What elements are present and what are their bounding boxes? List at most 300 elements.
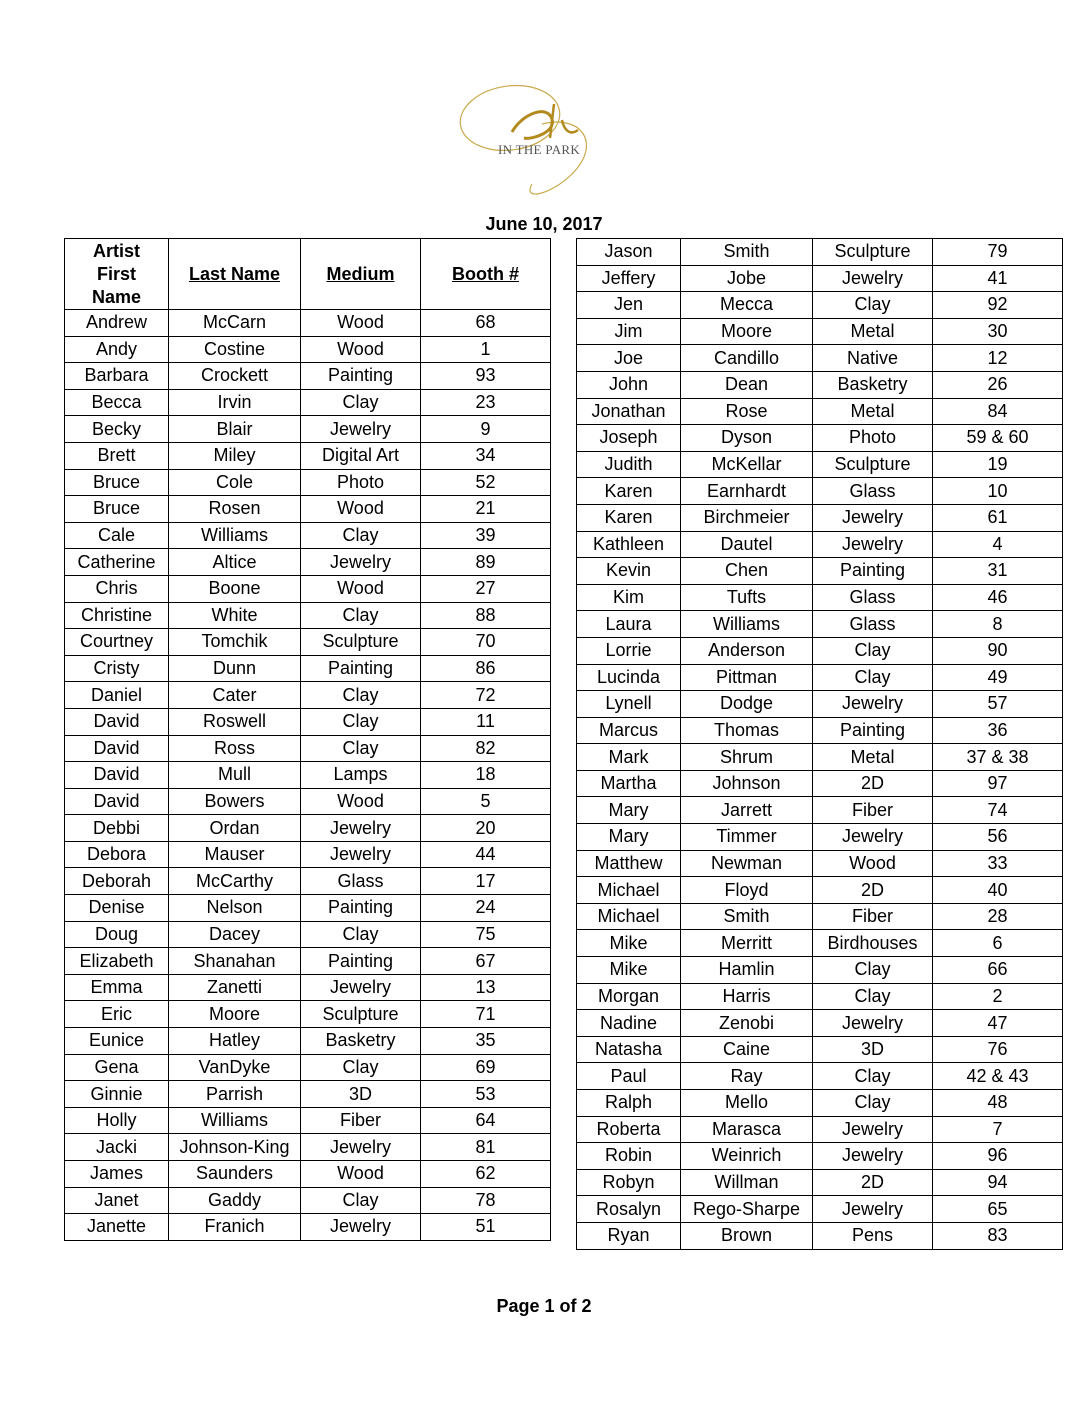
first-name-cell: Jonathan bbox=[577, 398, 681, 425]
last-name-cell: Cater bbox=[169, 682, 301, 709]
table-row bbox=[65, 442, 551, 469]
table-row bbox=[577, 877, 1063, 904]
first-name-cell: Andy bbox=[65, 336, 169, 363]
table-row bbox=[577, 265, 1063, 292]
medium-cell: Glass bbox=[813, 611, 933, 638]
medium-cell: Lamps bbox=[301, 762, 421, 789]
last-name-cell: Hamlin bbox=[681, 957, 813, 984]
booth-cell: 4 bbox=[933, 531, 1063, 558]
first-name-cell: John bbox=[577, 371, 681, 398]
table-row bbox=[65, 1001, 551, 1028]
medium-cell: Jewelry bbox=[813, 1116, 933, 1143]
booth-cell: 13 bbox=[421, 974, 551, 1001]
last-name-cell: Birchmeier bbox=[681, 504, 813, 531]
medium-cell: Fiber bbox=[813, 903, 933, 930]
medium-cell: Wood bbox=[301, 1161, 421, 1188]
booth-cell: 9 bbox=[421, 416, 551, 443]
table-row bbox=[65, 682, 551, 709]
table-row bbox=[65, 629, 551, 656]
medium-cell: Wood bbox=[813, 850, 933, 877]
table-row bbox=[577, 1090, 1063, 1117]
last-name-cell: Jobe bbox=[681, 265, 813, 292]
first-name-cell: Eunice bbox=[65, 1028, 169, 1055]
table-row bbox=[577, 398, 1063, 425]
table-row bbox=[577, 425, 1063, 452]
medium-cell: Jewelry bbox=[813, 1196, 933, 1223]
table-row bbox=[577, 504, 1063, 531]
booth-cell: 49 bbox=[933, 664, 1063, 691]
last-name-cell: Williams bbox=[681, 611, 813, 638]
medium-cell: Jewelry bbox=[813, 691, 933, 718]
first-name-cell: Andrew bbox=[65, 310, 169, 337]
booth-cell: 94 bbox=[933, 1169, 1063, 1196]
last-name-cell: Altice bbox=[169, 549, 301, 576]
booth-cell: 92 bbox=[933, 292, 1063, 319]
first-name-cell: Robin bbox=[577, 1143, 681, 1170]
last-name-cell: Mull bbox=[169, 762, 301, 789]
booth-cell: 61 bbox=[933, 504, 1063, 531]
medium-cell: Clay bbox=[301, 921, 421, 948]
booth-cell: 37 & 38 bbox=[933, 744, 1063, 771]
first-name-cell: Denise bbox=[65, 895, 169, 922]
medium-cell: Jewelry bbox=[301, 841, 421, 868]
last-name-cell: Dautel bbox=[681, 531, 813, 558]
table-row bbox=[65, 1028, 551, 1055]
booth-cell: 75 bbox=[421, 921, 551, 948]
medium-cell: Basketry bbox=[813, 371, 933, 398]
medium-cell: Wood bbox=[301, 496, 421, 523]
booth-cell: 64 bbox=[421, 1107, 551, 1134]
first-name-cell: Jason bbox=[577, 239, 681, 266]
first-name-cell: Brett bbox=[65, 442, 169, 469]
table-row bbox=[65, 522, 551, 549]
first-name-cell: Chris bbox=[65, 575, 169, 602]
medium-cell: Glass bbox=[813, 584, 933, 611]
booth-cell: 39 bbox=[421, 522, 551, 549]
booth-cell: 2 bbox=[933, 983, 1063, 1010]
medium-cell: Jewelry bbox=[301, 416, 421, 443]
table-row bbox=[577, 451, 1063, 478]
booth-cell: 33 bbox=[933, 850, 1063, 877]
booth-cell: 6 bbox=[933, 930, 1063, 957]
last-name-cell: Zenobi bbox=[681, 1010, 813, 1037]
last-name-cell: Anderson bbox=[681, 637, 813, 664]
last-name-cell: Chen bbox=[681, 558, 813, 585]
table-row bbox=[577, 292, 1063, 319]
table-row bbox=[577, 983, 1063, 1010]
booth-cell: 79 bbox=[933, 239, 1063, 266]
first-name-cell: Bruce bbox=[65, 469, 169, 496]
table-row bbox=[577, 664, 1063, 691]
last-name-cell: Miley bbox=[169, 442, 301, 469]
last-name-cell: Shanahan bbox=[169, 948, 301, 975]
booth-cell: 90 bbox=[933, 637, 1063, 664]
first-name-cell: Joe bbox=[577, 345, 681, 372]
booth-cell: 42 & 43 bbox=[933, 1063, 1063, 1090]
booth-cell: 21 bbox=[421, 496, 551, 523]
last-name-cell: Shrum bbox=[681, 744, 813, 771]
booth-cell: 5 bbox=[421, 788, 551, 815]
table-row bbox=[577, 345, 1063, 372]
booth-cell: 57 bbox=[933, 691, 1063, 718]
logo-text: IN THE PARK bbox=[498, 142, 581, 157]
medium-cell: Sculpture bbox=[813, 451, 933, 478]
booth-cell: 56 bbox=[933, 824, 1063, 851]
first-name-cell: Jacki bbox=[65, 1134, 169, 1161]
medium-cell: Metal bbox=[813, 318, 933, 345]
booth-cell: 36 bbox=[933, 717, 1063, 744]
table-row bbox=[65, 310, 551, 337]
first-name-cell: Cale bbox=[65, 522, 169, 549]
last-name-cell: Dyson bbox=[681, 425, 813, 452]
first-name-cell: Holly bbox=[65, 1107, 169, 1134]
first-name-cell: Paul bbox=[577, 1063, 681, 1090]
first-name-cell: Lucinda bbox=[577, 664, 681, 691]
medium-cell: Jewelry bbox=[301, 1214, 421, 1241]
last-name-cell: Floyd bbox=[681, 877, 813, 904]
medium-cell: Clay bbox=[813, 1063, 933, 1090]
last-name-cell: Moore bbox=[681, 318, 813, 345]
table-row bbox=[577, 371, 1063, 398]
booth-cell: 34 bbox=[421, 442, 551, 469]
last-name-cell: Costine bbox=[169, 336, 301, 363]
booth-cell: 35 bbox=[421, 1028, 551, 1055]
first-name-cell: Mary bbox=[577, 824, 681, 851]
booth-cell: 72 bbox=[421, 682, 551, 709]
table-row bbox=[577, 531, 1063, 558]
medium-cell: Pens bbox=[813, 1222, 933, 1249]
medium-cell: Wood bbox=[301, 336, 421, 363]
last-name-cell: Ray bbox=[681, 1063, 813, 1090]
last-name-cell: Thomas bbox=[681, 717, 813, 744]
booth-cell: 10 bbox=[933, 478, 1063, 505]
last-name-cell: Gaddy bbox=[169, 1187, 301, 1214]
first-name-cell: Judith bbox=[577, 451, 681, 478]
last-name-cell: Rose bbox=[681, 398, 813, 425]
table-row bbox=[577, 717, 1063, 744]
last-name-cell: Bowers bbox=[169, 788, 301, 815]
last-name-cell: Dean bbox=[681, 371, 813, 398]
first-name-cell: David bbox=[65, 762, 169, 789]
table-row bbox=[577, 1116, 1063, 1143]
booth-cell: 24 bbox=[421, 895, 551, 922]
header-last-name: Last Name bbox=[169, 239, 301, 310]
table-row bbox=[65, 708, 551, 735]
last-name-cell: Candillo bbox=[681, 345, 813, 372]
medium-cell: Wood bbox=[301, 575, 421, 602]
medium-cell: Clay bbox=[301, 1187, 421, 1214]
medium-cell: Clay bbox=[301, 389, 421, 416]
booth-cell: 26 bbox=[933, 371, 1063, 398]
first-name-cell: Michael bbox=[577, 877, 681, 904]
medium-cell: Clay bbox=[301, 602, 421, 629]
table-row bbox=[65, 1054, 551, 1081]
table-row bbox=[65, 1161, 551, 1188]
first-name-cell: David bbox=[65, 788, 169, 815]
first-name-cell: Debora bbox=[65, 841, 169, 868]
medium-cell: Clay bbox=[813, 957, 933, 984]
booth-cell: 46 bbox=[933, 584, 1063, 611]
medium-cell: Basketry bbox=[301, 1028, 421, 1055]
table-row bbox=[65, 948, 551, 975]
last-name-cell: Weinrich bbox=[681, 1143, 813, 1170]
table-row bbox=[65, 1214, 551, 1241]
artist-table-right bbox=[576, 238, 1063, 1250]
first-name-cell: Jim bbox=[577, 318, 681, 345]
last-name-cell: Tufts bbox=[681, 584, 813, 611]
booth-cell: 40 bbox=[933, 877, 1063, 904]
first-name-cell: Emma bbox=[65, 974, 169, 1001]
medium-cell: Metal bbox=[813, 398, 933, 425]
last-name-cell: Ross bbox=[169, 735, 301, 762]
medium-cell: 3D bbox=[301, 1081, 421, 1108]
first-name-cell: David bbox=[65, 708, 169, 735]
first-name-cell: Ginnie bbox=[65, 1081, 169, 1108]
table-row bbox=[65, 655, 551, 682]
booth-cell: 41 bbox=[933, 265, 1063, 292]
booth-cell: 97 bbox=[933, 770, 1063, 797]
last-name-cell: Smith bbox=[681, 903, 813, 930]
table-row bbox=[65, 1107, 551, 1134]
first-name-cell: Lynell bbox=[577, 691, 681, 718]
booth-cell: 67 bbox=[421, 948, 551, 975]
booth-cell: 69 bbox=[421, 1054, 551, 1081]
booth-cell: 18 bbox=[421, 762, 551, 789]
table-row bbox=[577, 1143, 1063, 1170]
first-name-cell: Mary bbox=[577, 797, 681, 824]
medium-cell: Wood bbox=[301, 788, 421, 815]
first-name-cell: Natasha bbox=[577, 1036, 681, 1063]
medium-cell: Photo bbox=[301, 469, 421, 496]
medium-cell: Sculpture bbox=[301, 629, 421, 656]
booth-cell: 76 bbox=[933, 1036, 1063, 1063]
artist-table-left bbox=[64, 238, 551, 1241]
booth-cell: 78 bbox=[421, 1187, 551, 1214]
last-name-cell: Newman bbox=[681, 850, 813, 877]
first-name-cell: Debbi bbox=[65, 815, 169, 842]
first-name-cell: Karen bbox=[577, 504, 681, 531]
last-name-cell: Smith bbox=[681, 239, 813, 266]
first-name-cell: Daniel bbox=[65, 682, 169, 709]
first-name-cell: Becca bbox=[65, 389, 169, 416]
last-name-cell: Pittman bbox=[681, 664, 813, 691]
first-name-cell: Mike bbox=[577, 930, 681, 957]
last-name-cell: Caine bbox=[681, 1036, 813, 1063]
booth-cell: 23 bbox=[421, 389, 551, 416]
booth-cell: 30 bbox=[933, 318, 1063, 345]
last-name-cell: VanDyke bbox=[169, 1054, 301, 1081]
medium-cell: 2D bbox=[813, 770, 933, 797]
last-name-cell: Tomchik bbox=[169, 629, 301, 656]
table-row bbox=[577, 930, 1063, 957]
table-row bbox=[577, 770, 1063, 797]
last-name-cell: Willman bbox=[681, 1169, 813, 1196]
booth-cell: 86 bbox=[421, 655, 551, 682]
first-name-cell: Ryan bbox=[577, 1222, 681, 1249]
event-date: June 10, 2017 bbox=[485, 214, 603, 234]
table-row bbox=[577, 797, 1063, 824]
table-row bbox=[65, 895, 551, 922]
booth-cell: 96 bbox=[933, 1143, 1063, 1170]
last-name-cell: Mauser bbox=[169, 841, 301, 868]
booth-cell: 27 bbox=[421, 575, 551, 602]
first-name-cell: Jen bbox=[577, 292, 681, 319]
last-name-cell: Crockett bbox=[169, 363, 301, 390]
table-row bbox=[65, 549, 551, 576]
table-row bbox=[577, 903, 1063, 930]
booth-cell: 17 bbox=[421, 868, 551, 895]
medium-cell: Clay bbox=[301, 522, 421, 549]
table-row bbox=[65, 762, 551, 789]
last-name-cell: Johnson bbox=[681, 770, 813, 797]
first-name-cell: Laura bbox=[577, 611, 681, 638]
medium-cell: Clay bbox=[301, 708, 421, 735]
last-name-cell: Rego-Sharpe bbox=[681, 1196, 813, 1223]
last-name-cell: White bbox=[169, 602, 301, 629]
booth-cell: 62 bbox=[421, 1161, 551, 1188]
booth-cell: 20 bbox=[421, 815, 551, 842]
booth-cell: 81 bbox=[421, 1134, 551, 1161]
medium-cell: Birdhouses bbox=[813, 930, 933, 957]
medium-cell: Jewelry bbox=[813, 265, 933, 292]
last-name-cell: Johnson-King bbox=[169, 1134, 301, 1161]
last-name-cell: Williams bbox=[169, 1107, 301, 1134]
last-name-cell: McCarn bbox=[169, 310, 301, 337]
booth-cell: 47 bbox=[933, 1010, 1063, 1037]
booth-cell: 59 & 60 bbox=[933, 425, 1063, 452]
table-row bbox=[65, 336, 551, 363]
table-row bbox=[577, 744, 1063, 771]
medium-cell: Glass bbox=[301, 868, 421, 895]
table-row bbox=[577, 850, 1063, 877]
booth-cell: 7 bbox=[933, 1116, 1063, 1143]
table-row bbox=[65, 735, 551, 762]
first-name-cell: Joseph bbox=[577, 425, 681, 452]
last-name-cell: Williams bbox=[169, 522, 301, 549]
medium-cell: Painting bbox=[301, 655, 421, 682]
table-row bbox=[577, 1169, 1063, 1196]
booth-cell: 65 bbox=[933, 1196, 1063, 1223]
booth-cell: 12 bbox=[933, 345, 1063, 372]
medium-cell: Jewelry bbox=[301, 974, 421, 1001]
first-name-cell: Nadine bbox=[577, 1010, 681, 1037]
medium-cell: Jewelry bbox=[301, 815, 421, 842]
medium-cell: Clay bbox=[813, 1090, 933, 1117]
first-name-cell: Lorrie bbox=[577, 637, 681, 664]
booth-cell: 31 bbox=[933, 558, 1063, 585]
first-name-cell: Kim bbox=[577, 584, 681, 611]
medium-cell: Sculpture bbox=[813, 239, 933, 266]
header-booth: Booth # bbox=[421, 239, 551, 310]
header-medium: Medium bbox=[301, 239, 421, 310]
table-row bbox=[65, 921, 551, 948]
first-name-cell: Kathleen bbox=[577, 531, 681, 558]
last-name-cell: Mecca bbox=[681, 292, 813, 319]
medium-cell: Jewelry bbox=[813, 504, 933, 531]
first-name-cell: Becky bbox=[65, 416, 169, 443]
table-row bbox=[577, 957, 1063, 984]
medium-cell: Wood bbox=[301, 310, 421, 337]
table-row bbox=[577, 1063, 1063, 1090]
last-name-cell: Dunn bbox=[169, 655, 301, 682]
booth-cell: 66 bbox=[933, 957, 1063, 984]
first-name-cell: Bruce bbox=[65, 496, 169, 523]
last-name-cell: Harris bbox=[681, 983, 813, 1010]
last-name-cell: McCarthy bbox=[169, 868, 301, 895]
last-name-cell: Brown bbox=[681, 1222, 813, 1249]
table-row bbox=[577, 478, 1063, 505]
first-name-cell: Ralph bbox=[577, 1090, 681, 1117]
booth-cell: 83 bbox=[933, 1222, 1063, 1249]
table-row bbox=[577, 637, 1063, 664]
booth-cell: 19 bbox=[933, 451, 1063, 478]
medium-cell: 3D bbox=[813, 1036, 933, 1063]
medium-cell: Fiber bbox=[813, 797, 933, 824]
table-row bbox=[577, 318, 1063, 345]
medium-cell: Clay bbox=[301, 682, 421, 709]
last-name-cell: Boone bbox=[169, 575, 301, 602]
table-row bbox=[577, 558, 1063, 585]
medium-cell: Painting bbox=[813, 558, 933, 585]
medium-cell: 2D bbox=[813, 877, 933, 904]
booth-cell: 84 bbox=[933, 398, 1063, 425]
first-name-cell: Deborah bbox=[65, 868, 169, 895]
medium-cell: Jewelry bbox=[301, 549, 421, 576]
first-name-cell: Eric bbox=[65, 1001, 169, 1028]
first-name-cell: David bbox=[65, 735, 169, 762]
booth-cell: 89 bbox=[421, 549, 551, 576]
medium-cell: 2D bbox=[813, 1169, 933, 1196]
first-name-cell: Gena bbox=[65, 1054, 169, 1081]
medium-cell: Jewelry bbox=[813, 1143, 933, 1170]
last-name-cell: Dacey bbox=[169, 921, 301, 948]
first-name-cell: Janette bbox=[65, 1214, 169, 1241]
first-name-cell: Christine bbox=[65, 602, 169, 629]
table-row bbox=[65, 788, 551, 815]
table-row bbox=[65, 575, 551, 602]
first-name-cell: Janet bbox=[65, 1187, 169, 1214]
table-row bbox=[65, 974, 551, 1001]
medium-cell: Jewelry bbox=[813, 531, 933, 558]
medium-cell: Jewelry bbox=[813, 1010, 933, 1037]
booth-cell: 28 bbox=[933, 903, 1063, 930]
last-name-cell: Irvin bbox=[169, 389, 301, 416]
first-name-cell: Marcus bbox=[577, 717, 681, 744]
table-row bbox=[65, 602, 551, 629]
medium-cell: Jewelry bbox=[813, 824, 933, 851]
first-name-cell: Kevin bbox=[577, 558, 681, 585]
table-row bbox=[65, 416, 551, 443]
booth-cell: 52 bbox=[421, 469, 551, 496]
medium-cell: Painting bbox=[301, 948, 421, 975]
last-name-cell: Marasca bbox=[681, 1116, 813, 1143]
medium-cell: Painting bbox=[301, 895, 421, 922]
last-name-cell: Nelson bbox=[169, 895, 301, 922]
last-name-cell: Saunders bbox=[169, 1161, 301, 1188]
first-name-cell: Doug bbox=[65, 921, 169, 948]
table-row bbox=[577, 691, 1063, 718]
last-name-cell: Dodge bbox=[681, 691, 813, 718]
medium-cell: Fiber bbox=[301, 1107, 421, 1134]
table-row bbox=[577, 824, 1063, 851]
booth-cell: 82 bbox=[421, 735, 551, 762]
booth-cell: 11 bbox=[421, 708, 551, 735]
last-name-cell: Timmer bbox=[681, 824, 813, 851]
booth-cell: 71 bbox=[421, 1001, 551, 1028]
last-name-cell: Blair bbox=[169, 416, 301, 443]
booth-cell: 44 bbox=[421, 841, 551, 868]
first-name-cell: Rosalyn bbox=[577, 1196, 681, 1223]
